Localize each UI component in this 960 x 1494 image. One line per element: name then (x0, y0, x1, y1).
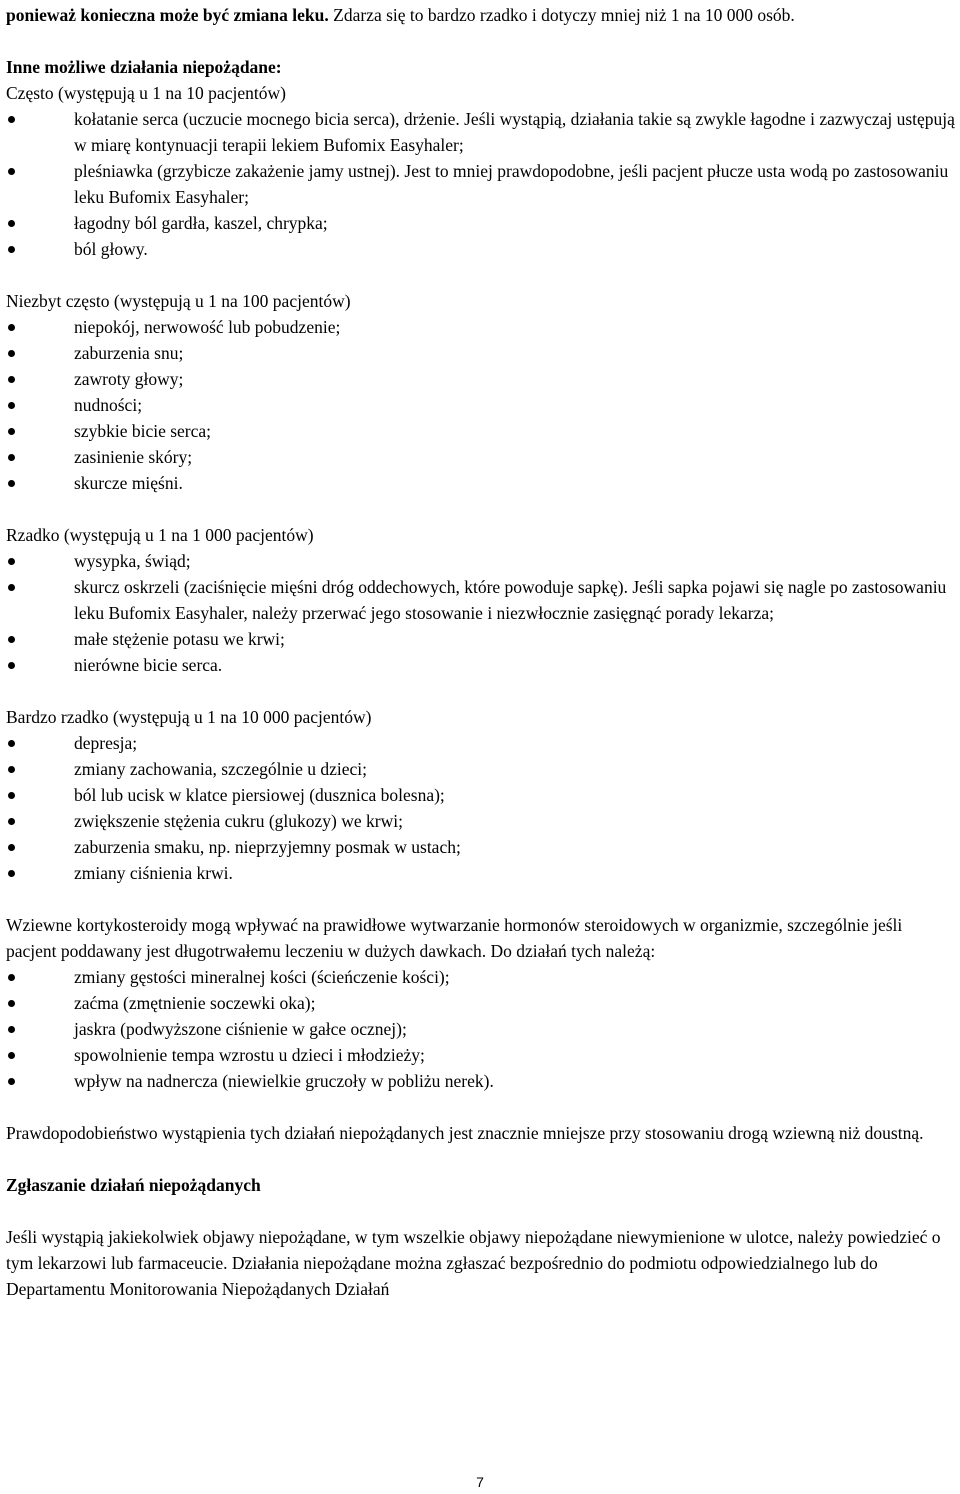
intro-bold: ponieważ konieczna może być zmiana leku. (6, 5, 329, 25)
list-item: nudności; (6, 392, 956, 418)
list-item: zaćma (zmętnienie soczewki oka); (6, 990, 956, 1016)
list-item: małe stężenie potasu we krwi; (6, 626, 956, 652)
list-item: zmiany zachowania, szczególnie u dzieci; (6, 756, 956, 782)
list-item: depresja; (6, 730, 956, 756)
list-item: zmiany ciśnienia krwi. (6, 860, 956, 886)
uncommon-list (6, 314, 956, 496)
intro-rest: Zdarza się to bardzo rzadko i dotyczy mniej niż 1 na 10 000 osób. (328, 5, 795, 25)
list-item: łagodny ból gardła, kaszel, chrypka; (6, 210, 956, 236)
often-heading: Często (występują u 1 na 10 pacjentów) (6, 83, 286, 103)
probability-paragraph: Prawdopodobieństwo wystąpienia tych działań niepożądanych jest znacznie mniejsze przy stosowaniu drogą wziewną niż doustną. (6, 1123, 924, 1143)
list-item: wysypka, świąd; (6, 548, 956, 574)
list-item: zaburzenia snu; (6, 340, 956, 366)
very-rare-heading: Bardzo rzadko (występują u 1 na 10 000 pacjentów) (6, 707, 372, 727)
list-item: zasinienie skóry; (6, 444, 956, 470)
list-item: jaskra (podwyższone ciśnienie w gałce ocznej); (6, 1016, 956, 1042)
list-item: pleśniawka (grzybicze zakażenie jamy ustnej). Jest to mniej prawdopodobne, jeśli pacjent płucze usta wodą po zastosowaniu leku Bufomix Easyhaler; (6, 158, 956, 210)
list-item: zmiany gęstości mineralnej kości (ścieńczenie kości); (6, 964, 956, 990)
list-item: szybkie bicie serca; (6, 418, 956, 444)
list-item: skurcz oskrzeli (zaciśnięcie mięśni dróg oddechowych, które powoduje sapkę). Jeśli sapka pojawi się nagle po zastosowaniu leku Bufomix Easyhaler, należy przerwać jego stosowanie i niezwłocznie zasięgnąć porady lekarza; (6, 574, 956, 626)
very-rare-list (6, 730, 956, 886)
list-item: zaburzenia smaku, np. nieprzyjemny posmak w ustach; (6, 834, 956, 860)
other-effects-heading: Inne możliwe działania niepożądane: (6, 57, 282, 77)
often-list (6, 106, 956, 262)
rare-list (6, 548, 956, 678)
intro-paragraph (6, 2, 956, 28)
list-item: zwiększenie stężenia cukru (glukozy) we krwi; (6, 808, 956, 834)
document-page (6, 2, 956, 1302)
list-item: ból lub ucisk w klatce piersiowej (dusznica bolesna); (6, 782, 956, 808)
steroids-paragraph: Wziewne kortykosteroidy mogą wpływać na prawidłowe wytwarzanie hormonów steroidowych w organizmie, szczególnie jeśli pacjent poddawany jest długotrwałemu leczeniu w dużych dawkach. Do działań tych należą: (6, 915, 903, 961)
list-item: wpływ na nadnercza (niewielkie gruczoły w pobliżu nerek). (6, 1068, 956, 1094)
reporting-paragraph: Jeśli wystąpią jakiekolwiek objawy niepożądane, w tym wszelkie objawy niepożądane niewymienione w ulotce, należy powiedzieć o tym lekarzowi lub farmaceucie. Działania niepożądane można zgłaszać bezpośrednio do podmiotu odpowiedzialnego lub do Departamentu Monitorowania Niepożądanych Działań (6, 1227, 941, 1299)
list-item: spowolnienie tempa wzrostu u dzieci i młodzieży; (6, 1042, 956, 1068)
list-item: zawroty głowy; (6, 366, 956, 392)
list-item: niepokój, nerwowość lub pobudzenie; (6, 314, 956, 340)
list-item: kołatanie serca (uczucie mocnego bicia serca), drżenie. Jeśli wystąpią, działania takie są zwykle łagodne i zazwyczaj ustępują w miarę kontynuacji terapii lekiem Bufomix Easyhaler; (6, 106, 956, 158)
list-item: skurcze mięśni. (6, 470, 956, 496)
uncommon-heading: Niezbyt często (występują u 1 na 100 pacjentów) (6, 291, 351, 311)
list-item: ból głowy. (6, 236, 956, 262)
steroids-list (6, 964, 956, 1094)
page-number: 7 (476, 1474, 484, 1490)
list-item: nierówne bicie serca. (6, 652, 956, 678)
reporting-heading: Zgłaszanie działań niepożądanych (6, 1175, 261, 1195)
rare-heading: Rzadko (występują u 1 na 1 000 pacjentów) (6, 525, 314, 545)
